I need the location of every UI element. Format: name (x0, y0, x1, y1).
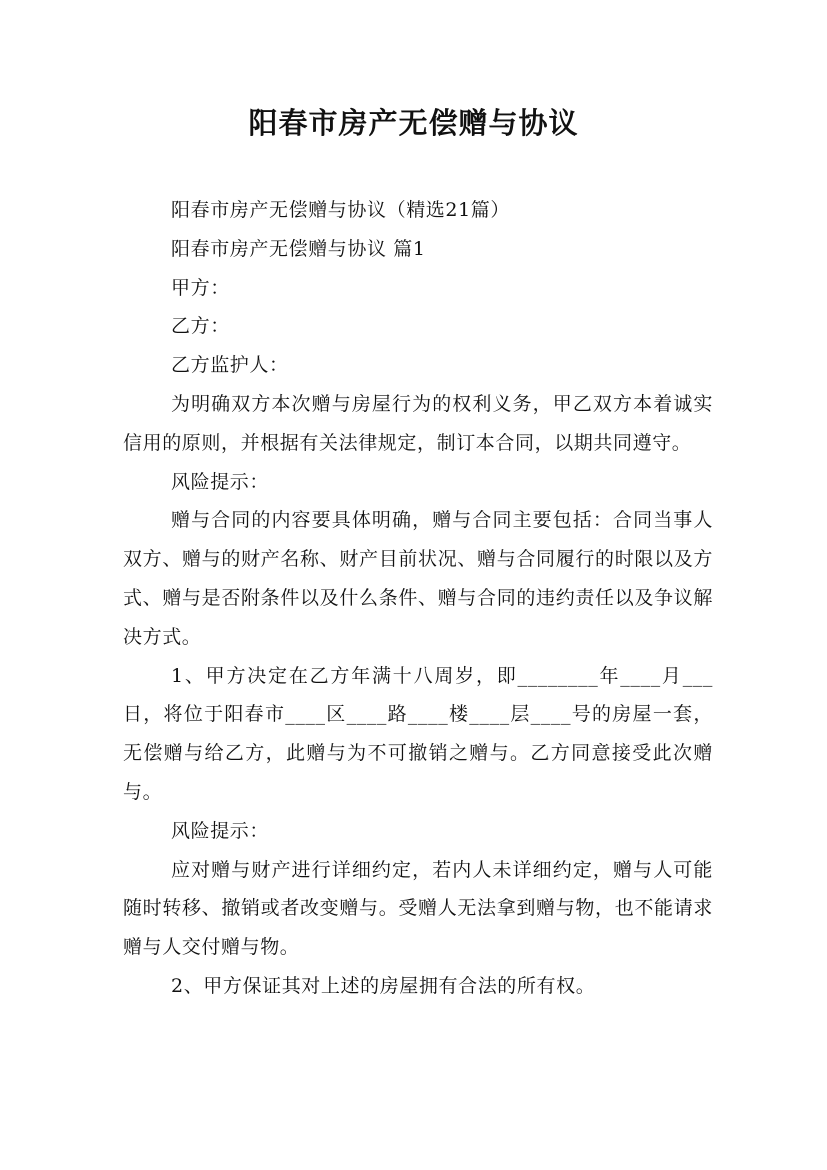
document-title: 阳春市房产无偿赠与协议 (248, 106, 579, 140)
paragraph-preamble: 为明确双方本次赠与房屋行为的权利义务，甲乙双方本着诚实信用的原则，并根据有关法律规定，制订本合同，以期共同遵守。 (123, 392, 713, 454)
paragraph-risk-content: 应对赠与财产进行详细约定，若内人未详细约定，赠与人可能随时转移、撤销或者改变赠与。受赠人无法拿到赠与物，也不能请求赠与人交付赠与物。 (123, 858, 713, 959)
paragraph-clause-1: 1、甲方决定在乙方年满十八周岁，即________年____月___日，将位于阳春市____区____路____楼____层____号的房屋一套，无偿赠与给乙方，此赠与为不可撤销之赠与。乙方同意接受此次赠与。 (123, 664, 713, 803)
paragraph-risk-content: 赠与合同的内容要具体明确，赠与合同主要包括：合同当事人双方、赠与的财产名称、财产目前状况、赠与合同履行的时限以及方式、赠与是否附条件以及什么条件、赠与合同的违约责任以及争议解决方式。 (123, 509, 713, 648)
paragraph-party-a: 甲方： (171, 276, 230, 299)
document-body (123, 191, 713, 1006)
paragraph-section-heading: 阳春市房产无偿赠与协议 篇1 (171, 237, 426, 260)
paragraph-clause-2: 2、甲方保证其对上述的房屋拥有合法的所有权。 (171, 974, 596, 997)
paragraph-party-b: 乙方： (171, 315, 230, 338)
paragraph-risk-notice: 风险提示： (171, 470, 270, 493)
paragraph-guardian: 乙方监护人： (171, 354, 289, 377)
paragraph-risk-notice: 风险提示： (171, 819, 270, 842)
paragraph-subtitle: 阳春市房产无偿赠与协议（精选21篇） (171, 199, 510, 221)
